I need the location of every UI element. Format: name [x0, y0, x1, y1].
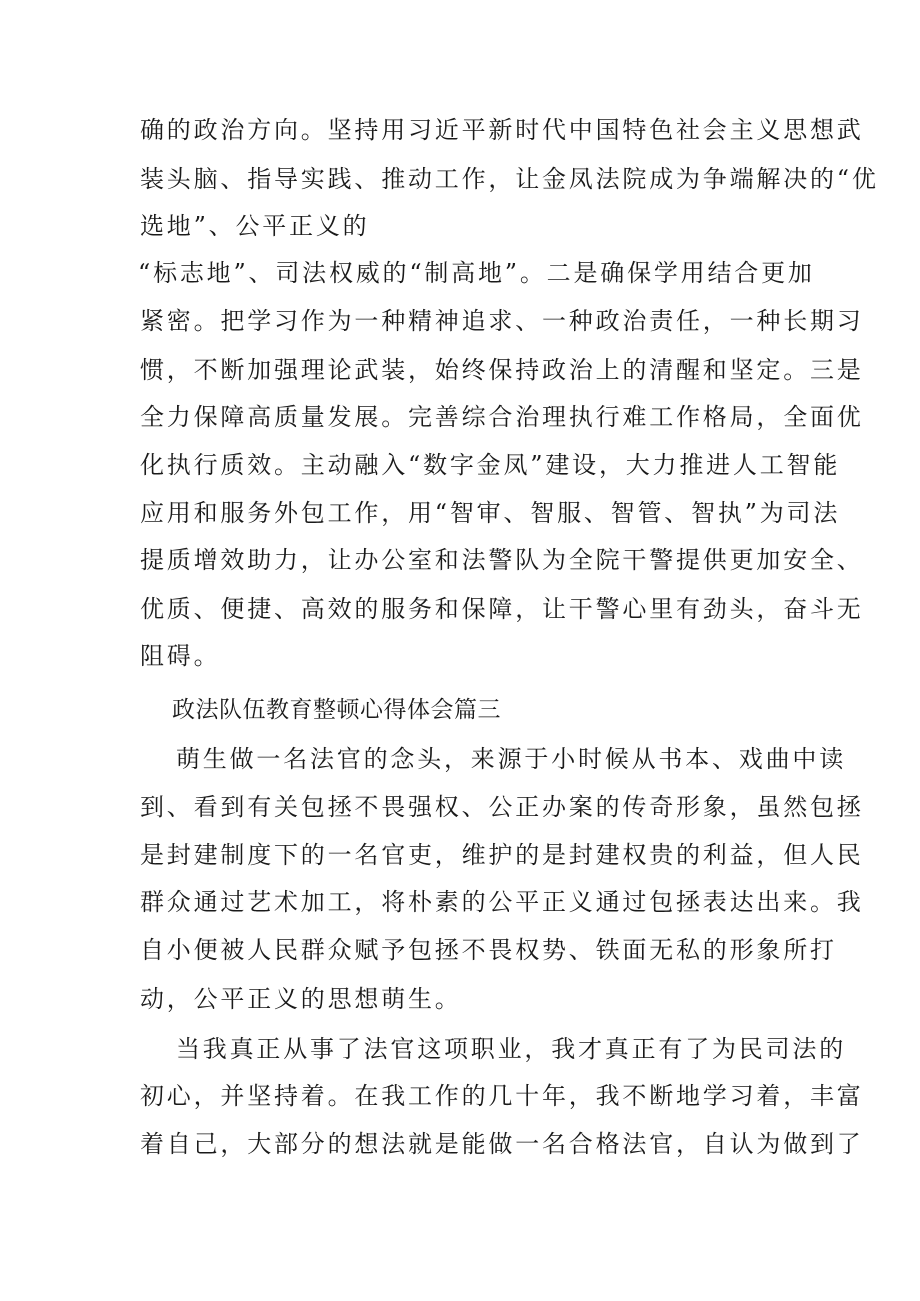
text-line: 提质增效助力，让办公室和法警队为全院干警提供更加安全、	[140, 546, 864, 574]
text-line: 当我真正从事了法官这项职业，我才真正有了为民司法的	[176, 1035, 846, 1063]
text-line: 萌生做一名法官的念头，来源于小时候从书本、戏曲中读	[176, 745, 846, 773]
text-line: 优质、便捷、高效的服务和保障，让干警心里有劲头，奋斗无	[140, 595, 864, 623]
text-line: 应用和服务外包工作，用“智审、智服、智管、智执”为司法	[140, 499, 841, 527]
text-line: 动，公平正义的思想萌生。	[140, 985, 462, 1013]
text-line: 到、看到有关包拯不畏强权、公正办案的传奇形象，虽然包拯	[140, 793, 864, 821]
text-line: “标志地”、司法权威的“制高地”。二是确保学用结合更加	[138, 259, 815, 287]
text-line: 紧密。把学习作为一种精神追求、一种政治责任，一种长期习	[140, 307, 864, 335]
section-heading: 政法队伍教育整顿心得体会篇三	[172, 697, 501, 723]
text-line: 初心，并坚持着。在我工作的几十年，我不断地学习着，丰富	[140, 1082, 864, 1110]
text-line: 全力保障高质量发展。完善综合治理执行难工作格局，全面优	[140, 403, 864, 431]
text-line: 选地”、公平正义的	[140, 212, 370, 240]
text-line: 是封建制度下的一名官吏，维护的是封建权贵的利益，但人民	[140, 841, 864, 869]
text-line: 着自己，大部分的想法就是能做一名合格法官，自认为做到了	[140, 1130, 864, 1158]
text-line: 装头脑、指导实践、推动工作，让金凤法院成为争端解决的“优	[140, 165, 879, 193]
text-line: 惯，不断加强理论武装，始终保持政治上的清醒和坚定。三是	[140, 356, 864, 384]
text-line: 群众通过艺术加工，将朴素的公平正义通过包拯表达出来。我	[140, 888, 864, 916]
text-line: 化执行质效。主动融入“数字金凤”建设，大力推进人工智能	[140, 451, 841, 479]
text-line: 阻碍。	[140, 642, 221, 670]
text-line: 自小便被人民群众赋予包拯不畏权势、铁面无私的形象所打	[140, 936, 837, 964]
text-line: 确的政治方向。坚持用习近平新时代中国特色社会主义思想武	[140, 116, 864, 144]
